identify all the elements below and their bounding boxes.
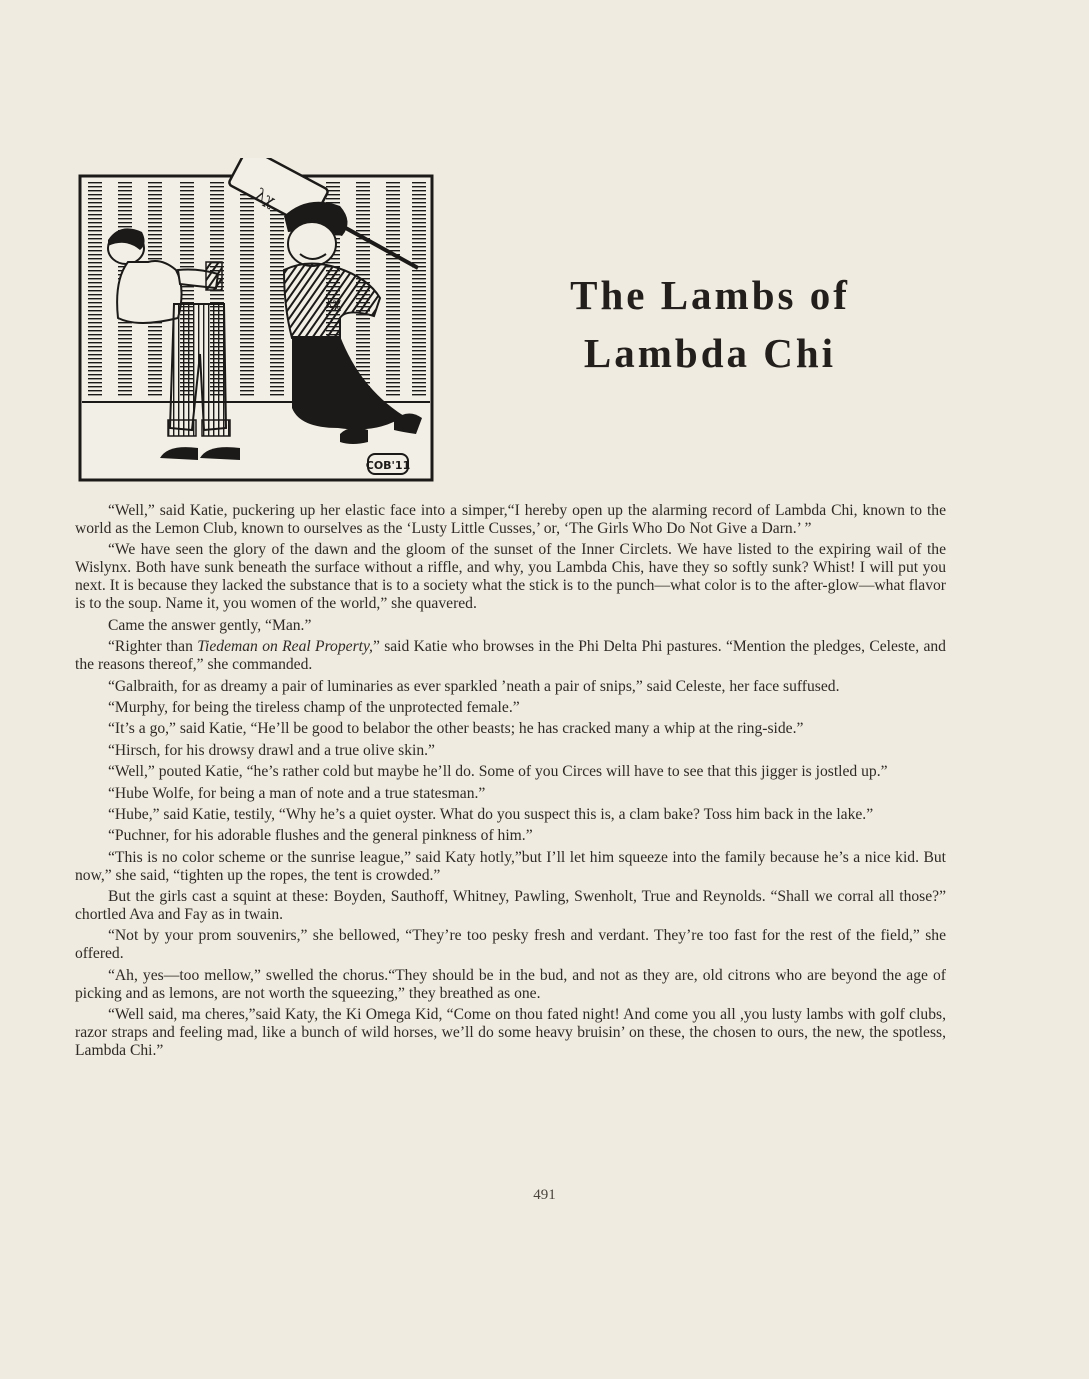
title-line-1: The Lambs of bbox=[570, 272, 850, 318]
title-line-2: Lambda Chi bbox=[583, 330, 837, 376]
sweater-mark: λχ bbox=[324, 296, 342, 312]
artist-signature: COB'11 bbox=[365, 459, 411, 472]
article-body bbox=[75, 502, 946, 1064]
righter-after: ” said Katie who browses in the Phi Delta Phi pastures. “Mention the pledges, Celeste, and the reasons thereof,” she commanded. bbox=[75, 638, 946, 674]
paragraph: “Not by your prom souvenirs,” she bellowed, “They’re too pesky fresh and verdant. They’re too fast for the rest of the field,” she offered. bbox=[75, 927, 946, 963]
cartoon-illustration bbox=[78, 158, 434, 482]
paragraph: “Puchner, for his adorable flushes and the general pinkness of him.” bbox=[108, 827, 533, 845]
paragraph: But the girls cast a squint at these: Boyden, Sauthoff, Whitney, Pawling, Swenholt, True and Reynolds. “Shall we corral all those?” chortled Ava and Fay as in twain. bbox=[75, 888, 946, 924]
righter-before: “Righter than bbox=[108, 638, 198, 656]
righter-italic: Tiedeman on Real Property, bbox=[197, 638, 373, 656]
paragraph: “Hube,” said Katie, testily, “Why he’s a quiet oyster. What do you suspect this is, a clam bake? Toss him back in the lake.” bbox=[108, 805, 874, 823]
paragraph: “It’s a go,” said Katie, “He’ll be good to belabor the other beasts; he has cracked many a whip at the ring-side.” bbox=[108, 720, 804, 738]
page-title bbox=[520, 266, 900, 382]
paragraph: “Murphy, for being the tireless champ of the unprotected female.” bbox=[108, 698, 520, 716]
paragraph: “Hube Wolfe, for being a man of note and a true statesman.” bbox=[108, 784, 486, 802]
paragraph: “Hirsch, for his drowsy drawl and a true olive skin.” bbox=[108, 741, 435, 759]
page-number: 491 bbox=[533, 1187, 556, 1203]
paragraph: Came the answer gently, “Man.” bbox=[108, 616, 312, 634]
paragraph-righter bbox=[75, 638, 946, 674]
paragraph: “Well,” pouted Katie, “he’s rather cold but maybe he’ll do. Some of you Circes will have to see that this jigger is jostled up.” bbox=[108, 763, 888, 781]
paragraph: “This is no color scheme or the sunrise league,” said Katy hotly,”but I’ll let him squeeze into the family because he’s a nice kid. But now,” she said, “tighten up the ropes, the tent is crowded.” bbox=[75, 848, 946, 884]
paragraph: “We have seen the glory of the dawn and the gloom of the sunset of the Inner Circlets. We have listed to the expiring wail of the Wislynx. Both have sunk beneath the surface without a riffle, and why, you Lambda Chis, have they so softly sunk? Whist! I will put you next. It is because they lacked the substance that is to a society what the stick is to the punch—what color is to the after-glow—what flavor is to the soup. Name it, you women of the world,” she quavered. bbox=[75, 541, 946, 613]
paragraph: “Well,” said Katie, puckering up her elastic face into a simper,“I hereby open up the alarming record of Lambda Chi, known to the world as the Lemon Club, known to ourselves as the ‘Lusty Little Cusses,’ or, ‘The Girls Who Do Not Give a Darn.’ ” bbox=[75, 502, 946, 537]
paragraph: “Well said, ma cheres,”said Katy, the Ki Omega Kid, “Come on thou fated night! And come you all ,you lusty lambs with golf clubs, razor straps and feeling mad, like a bunch of wild horses, we’ll do some heavy bruisin’ on these, the chosen to ours, the new, the spotless, Lambda Chi.” bbox=[75, 1006, 946, 1060]
sign-mark: λχ bbox=[252, 184, 279, 211]
paragraph: “Ah, yes—too mellow,” swelled the chorus.“They should be in the bud, and not as they are, old citrons who are beyond the age of picking and as lemons, are not worth the squeezing,” they breathed as one. bbox=[75, 966, 946, 1002]
paragraph: “Galbraith, for as dreamy a pair of luminaries as ever sparkled ’neath a pair of snips,” said Celeste, her face suffused. bbox=[108, 677, 840, 695]
